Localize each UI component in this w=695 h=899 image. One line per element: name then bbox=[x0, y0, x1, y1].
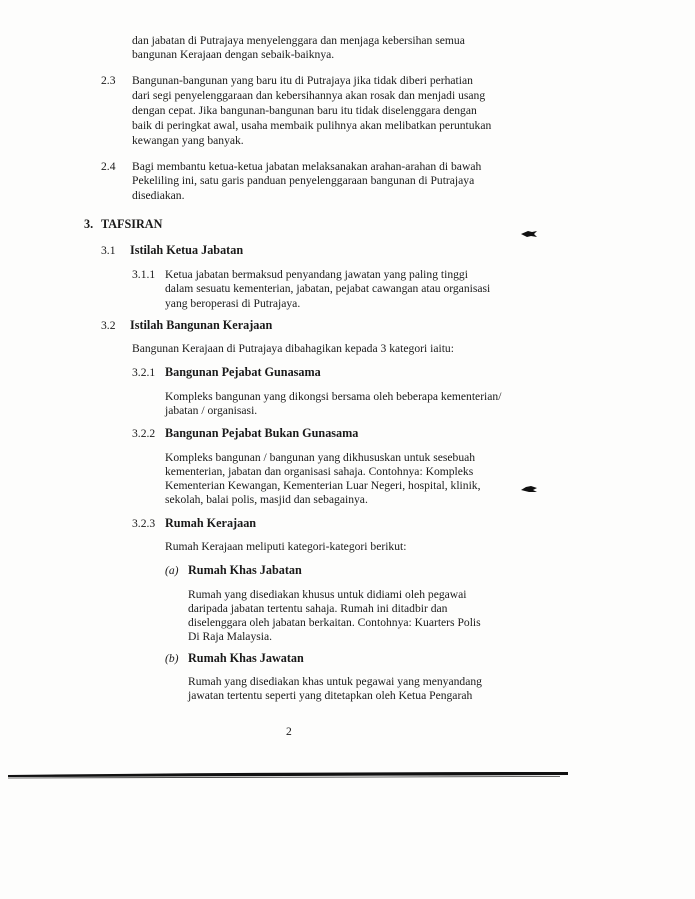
item-title: Rumah Khas Jawatan bbox=[188, 651, 304, 665]
clause-line: dalam sesuatu kementerian, jabatan, pejabat cawangan atau organisasi bbox=[165, 282, 491, 295]
clause-number: 3.2.3 bbox=[132, 517, 156, 530]
item-line: Di Raja Malaysia. bbox=[188, 630, 273, 643]
intro-line: dan jabatan di Putrajaya menyelenggara dan menjaga kebersihan semua bbox=[132, 34, 465, 47]
clause-line: jabatan / organisasi. bbox=[165, 404, 258, 417]
clause-line: yang beroperasi di Putrajaya. bbox=[165, 297, 301, 310]
clause-title: Rumah Kerajaan bbox=[165, 516, 257, 530]
section-number: 3. bbox=[84, 217, 94, 231]
clause-line: kementerian, jabatan dan organisasi sahaja. Contohnya: Kompleks bbox=[165, 465, 474, 478]
clause-number: 3.2.2 bbox=[132, 427, 156, 440]
item-line: daripada jabatan tertentu sahaja. Rumah ini ditadbir dan bbox=[188, 602, 448, 615]
clause-line: Ketua jabatan bermaksud penyandang jawatan yang paling tinggi bbox=[165, 268, 468, 281]
intro-line: bangunan Kerajaan dengan sebaik-baiknya. bbox=[132, 48, 335, 61]
bottom-rule bbox=[0, 768, 695, 782]
paragraph-line: Pekeliling ini, satu garis panduan penyelenggaraan bangunan di Putrajaya bbox=[132, 174, 475, 187]
subsection-title: Istilah Bangunan Kerajaan bbox=[130, 318, 273, 332]
punch-mark-icon bbox=[521, 485, 537, 493]
subsection-number: 3.1 bbox=[101, 244, 116, 257]
clause-title: Bangunan Pejabat Bukan Gunasama bbox=[165, 426, 359, 440]
subsection-title: Istilah Ketua Jabatan bbox=[130, 243, 244, 257]
paragraph-line: baik di peringkat awal, usaha membaik pulihnya akan melibatkan peruntukan bbox=[132, 119, 492, 132]
clause-line: Kementerian Kewangan, Kementerian Luar Negeri, hospital, klinik, bbox=[165, 479, 481, 492]
paragraph-line: Bagi membantu ketua-ketua jabatan melaksanakan arahan-arahan di bawah bbox=[132, 160, 482, 173]
item-line: diselenggara oleh jabatan berkaitan. Contohnya: Kuarters Polis bbox=[188, 616, 481, 629]
punch-mark-icon bbox=[521, 230, 537, 238]
subsection-intro: Bangunan Kerajaan di Putrajaya dibahagikan kepada 3 kategori iaitu: bbox=[132, 342, 454, 355]
section-title: TAFSIRAN bbox=[101, 217, 163, 231]
paragraph-line: dari segi penyelenggaraan dan kebersihannya akan rosak dan menjadi usang bbox=[132, 89, 486, 102]
item-label: (b) bbox=[165, 652, 179, 665]
clause-intro: Rumah Kerajaan meliputi kategori-kategori berikut: bbox=[165, 540, 407, 553]
item-line: Rumah yang disediakan khusus untuk didiami oleh pegawai bbox=[188, 588, 467, 601]
paragraph-line: Bangunan-bangunan yang baru itu di Putrajaya jika tidak diberi perhatian bbox=[132, 74, 473, 87]
clause-number: 3.1.1 bbox=[132, 268, 156, 281]
clause-line: sekolah, balai polis, masjid dan sebagainya. bbox=[165, 493, 368, 506]
clause-number: 3.2.1 bbox=[132, 366, 156, 379]
paragraph-line: kewangan yang banyak. bbox=[132, 134, 244, 147]
page-number: 2 bbox=[286, 725, 292, 738]
clause-line: Kompleks bangunan / bangunan yang dikhususkan untuk sesebuah bbox=[165, 451, 476, 464]
subsection-number: 3.2 bbox=[101, 319, 116, 332]
item-title: Rumah Khas Jabatan bbox=[188, 563, 302, 577]
paragraph-line: disediakan. bbox=[132, 189, 185, 202]
paragraph-number: 2.4 bbox=[101, 160, 116, 173]
paragraph-line: dengan cepat. Jika bangunan-bangunan baru itu tidak diselenggara dengan bbox=[132, 104, 477, 117]
paragraph-number: 2.3 bbox=[101, 74, 116, 87]
item-line: Rumah yang disediakan khas untuk pegawai yang menyandang bbox=[188, 675, 482, 688]
clause-line: Kompleks bangunan yang dikongsi bersama oleh beberapa kementerian/ bbox=[165, 390, 502, 403]
clause-title: Bangunan Pejabat Gunasama bbox=[165, 365, 321, 379]
item-line: jawatan tertentu seperti yang ditetapkan oleh Ketua Pengarah bbox=[188, 689, 473, 702]
item-label: (a) bbox=[165, 564, 179, 577]
